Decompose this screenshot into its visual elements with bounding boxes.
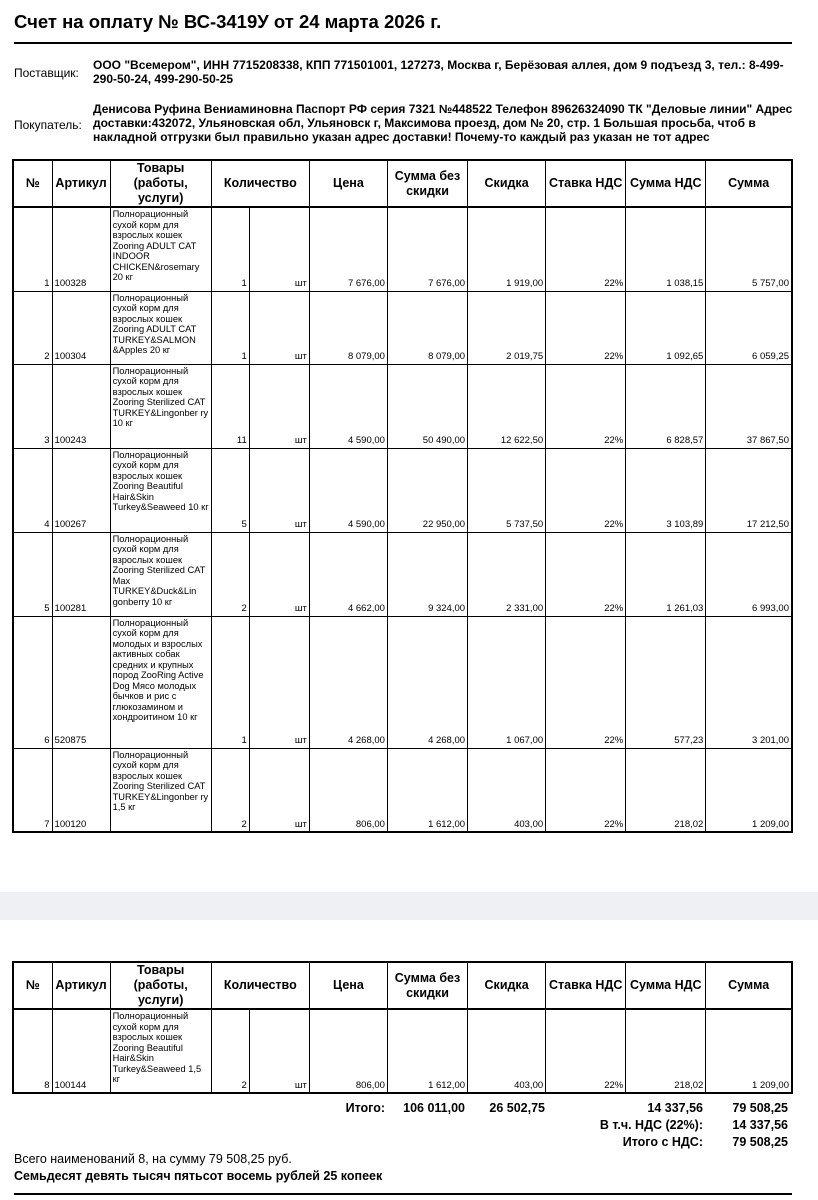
table-row [13,616,792,748]
header-vat-rate: Ставка НДС [546,160,626,207]
totals-vat-sum: 14 337,56 [647,1101,703,1115]
cell-discount: 12 622,50 [468,364,546,448]
cell-vat-sum: 1 261,03 [626,532,706,616]
cell-num: 3 [13,364,52,448]
cell-unit: шт [249,448,309,532]
cell-price: 4 268,00 [309,616,387,748]
cell-vat-sum: 3 103,89 [626,448,706,532]
cell-num: 6 [13,616,52,748]
header-price: Цена [309,160,387,207]
cell-sum: 5 757,00 [706,207,792,291]
cell-vat-sum: 1 092,65 [626,291,706,364]
table-row [13,364,792,448]
cell-name: Полнорационный сухой корм для молодых и взрослых активных собак средних и крупных пород ZooRing Active Dog Мясо молодых бычков и рис с глюкозамином и хондроитином 10 кг [110,616,211,748]
cell-article: 520875 [52,616,110,748]
cell-discount: 1 067,00 [468,616,546,748]
cell-price: 806,00 [309,748,387,832]
header-goods: Товары (работы, услуги) [110,962,211,1009]
totals-label: Итого: [345,1101,385,1115]
totals-sum-no-discount: 106 011,00 [403,1101,465,1115]
cell-sum-no-discount: 1 612,00 [387,748,467,832]
header-num: № [13,160,52,207]
header-qty: Количество [211,160,309,207]
cell-article: 100267 [52,448,110,532]
cell-discount: 403,00 [468,748,546,832]
summary-count: Всего наименований 8, на сумму 79 508,25 руб. [14,1152,292,1166]
invoice-table-continued [12,961,793,1094]
cell-unit: шт [249,291,309,364]
cell-sum-no-discount: 8 079,00 [387,291,467,364]
header-article: Артикул [52,962,110,1009]
cell-qty: 2 [211,748,249,832]
cell-qty: 1 [211,207,249,291]
cell-vat-rate: 22% [546,364,626,448]
cell-price: 4 590,00 [309,448,387,532]
cell-unit: шт [249,748,309,832]
header-vat-sum: Сумма НДС [626,962,706,1009]
cell-discount: 1 919,00 [468,207,546,291]
cell-sum: 6 993,00 [706,532,792,616]
table-row [13,748,792,832]
cell-sum: 1 209,00 [706,748,792,832]
cell-vat-rate: 22% [546,291,626,364]
cell-name: Полнорационный сухой корм для взрослых кошек Zooring Beautiful Hair&Skin Turkey&Seaweed 1,5 кг [110,1009,211,1093]
cell-sum: 6 059,25 [706,291,792,364]
summary-amount-words: Семьдесят девять тысяч пятьсот восемь рублей 25 копеек [14,1169,383,1183]
cell-sum: 3 201,00 [706,616,792,748]
header-discount: Скидка [468,962,546,1009]
cell-qty: 11 [211,364,249,448]
table-header-row [13,160,792,207]
header-price: Цена [309,962,387,1009]
cell-article: 100243 [52,364,110,448]
cell-sum-no-discount: 4 268,00 [387,616,467,748]
cell-unit: шт [249,207,309,291]
vat-included-label: В т.ч. НДС (22%): [599,1118,703,1132]
cell-price: 8 079,00 [309,291,387,364]
total-with-vat-value: 79 508,25 [732,1135,788,1149]
header-sum-no-discount: Сумма без скидки [387,962,467,1009]
header-sum-no-discount: Сумма без скидки [387,160,467,207]
cell-vat-rate: 22% [546,448,626,532]
cell-qty: 5 [211,448,249,532]
header-goods: Товары (работы, услуги) [110,160,211,207]
cell-vat-rate: 22% [546,748,626,832]
table-row [13,207,792,291]
total-with-vat-label: Итого с НДС: [622,1135,703,1149]
invoice-table [12,159,793,833]
header-article: Артикул [52,160,110,207]
cell-num: 8 [13,1009,52,1093]
cell-discount: 2 019,75 [468,291,546,364]
cell-qty: 2 [211,532,249,616]
cell-discount: 403,00 [468,1009,546,1093]
cell-num: 2 [13,291,52,364]
cell-vat-rate: 22% [546,532,626,616]
cell-vat-sum: 1 038,15 [626,207,706,291]
cell-qty: 2 [211,1009,249,1093]
cell-name: Полнорационный сухой корм для взрослых кошек Zooring Sterilized CAT TURKEY&Lingonber ry 10 кг [110,364,211,448]
buyer-label: Покупатель: [14,118,82,132]
cell-vat-rate: 22% [546,616,626,748]
cell-sum: 17 212,50 [706,448,792,532]
cell-unit: шт [249,616,309,748]
cell-vat-sum: 218,02 [626,748,706,832]
header-sum: Сумма [706,160,792,207]
cell-article: 100120 [52,748,110,832]
page-break [0,892,818,920]
buyer-text: Денисова Руфина Вениаминовна Паспорт РФ серия 7321 №448522 Телефон 89626324090 ТК "Деловые линии" Адрес доставки:432072, Ульяновская обл, Ульяновск г, Максимова проезд, дом № 20, стр. 1 Большая просьба, чтоб в накладной отгрузки был правильно указан адрес доставки! Почему-то каждый раз указан не тот адрес [93,102,793,144]
table-header-row [13,962,792,1009]
cell-article: 100328 [52,207,110,291]
cell-sum-no-discount: 22 950,00 [387,448,467,532]
cell-sum-no-discount: 7 676,00 [387,207,467,291]
cell-article: 100144 [52,1009,110,1093]
header-vat-sum: Сумма НДС [626,160,706,207]
cell-sum: 1 209,00 [706,1009,792,1093]
cell-price: 806,00 [309,1009,387,1093]
cell-price: 4 662,00 [309,532,387,616]
table-row [13,1009,792,1093]
cell-sum: 37 867,50 [706,364,792,448]
header-qty: Количество [211,962,309,1009]
cell-sum-no-discount: 1 612,00 [387,1009,467,1093]
header-discount: Скидка [468,160,546,207]
header-vat-rate: Ставка НДС [546,962,626,1009]
cell-unit: шт [249,1009,309,1093]
cell-sum-no-discount: 9 324,00 [387,532,467,616]
cell-discount: 2 331,00 [468,532,546,616]
table-row [13,532,792,616]
cell-num: 7 [13,748,52,832]
cell-price: 4 590,00 [309,364,387,448]
cell-unit: шт [249,532,309,616]
cell-name: Полнорационный сухой корм для взрослых кошек Zooring ADULT CAT INDOOR CHICKEN&rosemary 20 кг [110,207,211,291]
cell-qty: 1 [211,616,249,748]
cell-vat-sum: 6 828,57 [626,364,706,448]
cell-unit: шт [249,364,309,448]
cell-vat-rate: 22% [546,1009,626,1093]
supplier-label: Поставщик: [14,66,79,80]
table-row [13,291,792,364]
invoice-title: Счет на оплату № ВС-3419У от 24 марта 2026 г. [14,11,442,32]
cell-vat-sum: 577,23 [626,616,706,748]
cell-sum-no-discount: 50 490,00 [387,364,467,448]
cell-num: 4 [13,448,52,532]
vat-included-value: 14 337,56 [732,1118,788,1132]
cell-vat-rate: 22% [546,207,626,291]
cell-num: 5 [13,532,52,616]
cell-num: 1 [13,207,52,291]
header-num: № [13,962,52,1009]
cell-name: Полнорационный сухой корм для взрослых кошек Zooring Beautiful Hair&Skin Turkey&Seaweed 10 кг [110,448,211,532]
cell-article: 100281 [52,532,110,616]
cell-price: 7 676,00 [309,207,387,291]
cell-article: 100304 [52,291,110,364]
table-row [13,448,792,532]
bottom-divider [14,1193,792,1195]
cell-qty: 1 [211,291,249,364]
totals-sum: 79 508,25 [732,1101,788,1115]
supplier-text: ООО "Всемером", ИНН 7715208338, КПП 771501001, 127273, Москва г, Берёзовая аллея, дом 9 подъезд 3, тел.: 8-499-290-50-24, 499-290-50-25 [93,58,784,86]
totals-discount: 26 502,75 [489,1101,545,1115]
cell-discount: 5 737,50 [468,448,546,532]
cell-name: Полнорационный сухой корм для взрослых кошек Zooring Sterilized CAT TURKEY&Lingonber ry 1,5 кг [110,748,211,832]
cell-name: Полнорационный сухой корм для взрослых кошек Zooring Sterilized CAT Max TURKEY&Duck&Lin gonberry 10 кг [110,532,211,616]
cell-name: Полнорационный сухой корм для взрослых кошек Zooring ADULT CAT TURKEY&SALMON &Apples 20 кг [110,291,211,364]
cell-vat-sum: 218,02 [626,1009,706,1093]
title-divider [14,42,792,44]
header-sum: Сумма [706,962,792,1009]
